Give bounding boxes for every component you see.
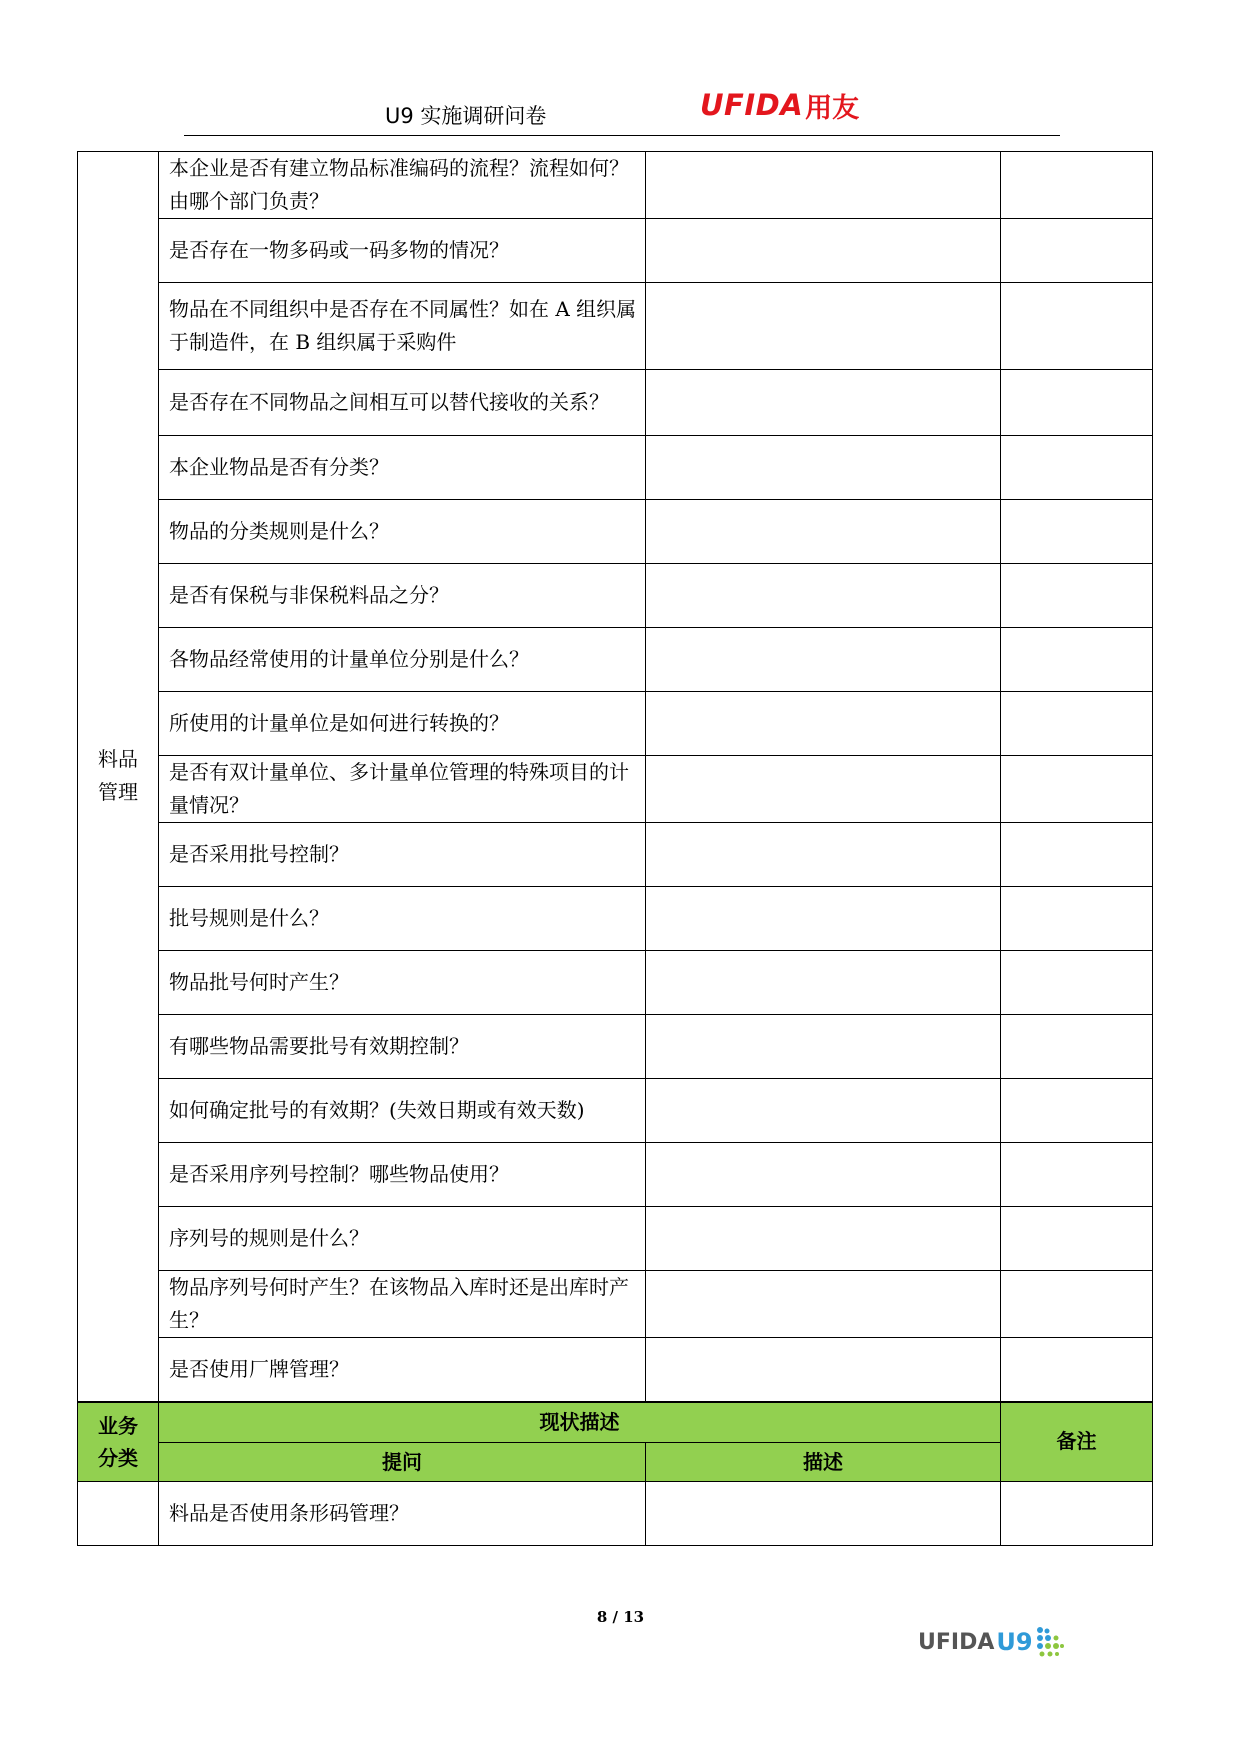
description-cell[interactable]	[646, 1271, 1001, 1338]
category-label-line2: 管理	[98, 780, 138, 805]
description-cell[interactable]	[646, 887, 1001, 951]
remark-cell[interactable]	[1001, 951, 1153, 1015]
table-row	[78, 370, 1153, 436]
question-cell: 是否存在一物多码或一码多物的情况？	[159, 219, 646, 283]
category-cell	[78, 1482, 159, 1546]
question-cell: 物品批号何时产生？	[159, 951, 646, 1015]
description-cell[interactable]	[646, 152, 1001, 219]
table-row	[78, 1015, 1153, 1079]
remark-cell[interactable]	[1001, 370, 1153, 436]
table-header-row	[78, 1402, 1153, 1443]
question-cell: 物品在不同组织中是否存在不同属性？如在 A 组织属于制造件，在 B 组织属于采购件	[159, 283, 646, 370]
question-cell: 是否有双计量单位、多计量单位管理的特殊项目的计量情况？	[159, 756, 646, 823]
remark-cell[interactable]	[1001, 1079, 1153, 1143]
remark-cell[interactable]	[1001, 1143, 1153, 1207]
question-cell: 如何确定批号的有效期？(失效日期或有效天数)	[159, 1079, 646, 1143]
logo-brand-text: UFIDA	[700, 88, 804, 122]
description-cell[interactable]	[646, 1482, 1001, 1546]
category-cell	[78, 152, 159, 1402]
description-cell[interactable]	[646, 1015, 1001, 1079]
header-question: 提问	[159, 1443, 646, 1482]
description-cell[interactable]	[646, 823, 1001, 887]
remark-cell[interactable]	[1001, 283, 1153, 370]
description-cell[interactable]	[646, 756, 1001, 823]
table-header-row	[78, 1443, 1153, 1482]
question-cell: 是否存在不同物品之间相互可以替代接收的关系？	[159, 370, 646, 436]
remark-cell[interactable]	[1001, 628, 1153, 692]
remark-cell[interactable]	[1001, 500, 1153, 564]
survey-table	[77, 151, 1153, 1546]
footer-logo-brand: UFIDA	[918, 1629, 995, 1655]
footer-logo-product: U9	[996, 1628, 1033, 1656]
table-row	[78, 1271, 1153, 1338]
document-title: U9 实施调研问卷	[385, 104, 547, 128]
header-description: 描述	[646, 1443, 1001, 1482]
description-cell[interactable]	[646, 692, 1001, 756]
remark-cell[interactable]	[1001, 756, 1153, 823]
description-cell[interactable]	[646, 564, 1001, 628]
header-remark: 备注	[1001, 1402, 1153, 1482]
question-cell: 所使用的计量单位是如何进行转换的？	[159, 692, 646, 756]
question-cell: 是否采用批号控制？	[159, 823, 646, 887]
table-row	[78, 1482, 1153, 1546]
dots-icon	[1035, 1625, 1065, 1659]
table-row	[78, 628, 1153, 692]
description-cell[interactable]	[646, 628, 1001, 692]
description-cell[interactable]	[646, 1143, 1001, 1207]
header-category	[78, 1402, 159, 1482]
table-row	[78, 1207, 1153, 1271]
table-row	[78, 219, 1153, 283]
table-row	[78, 1338, 1153, 1402]
remark-cell[interactable]	[1001, 152, 1153, 219]
remark-cell[interactable]	[1001, 1271, 1153, 1338]
header-category-line2: 分类	[98, 1445, 138, 1470]
description-cell[interactable]	[646, 1079, 1001, 1143]
remark-cell[interactable]	[1001, 564, 1153, 628]
description-cell[interactable]	[646, 500, 1001, 564]
question-cell: 是否使用厂牌管理？	[159, 1338, 646, 1402]
description-cell[interactable]	[646, 951, 1001, 1015]
header-divider	[184, 135, 1060, 136]
table-row	[78, 152, 1153, 219]
table-row	[78, 823, 1153, 887]
remark-cell[interactable]	[1001, 887, 1153, 951]
question-cell: 有哪些物品需要批号有效期控制？	[159, 1015, 646, 1079]
table-row	[78, 887, 1153, 951]
ufida-logo	[700, 88, 859, 122]
question-cell: 是否有保税与非保税料品之分？	[159, 564, 646, 628]
question-cell: 是否采用序列号控制？哪些物品使用？	[159, 1143, 646, 1207]
table-row	[78, 951, 1153, 1015]
description-cell[interactable]	[646, 283, 1001, 370]
table-row	[78, 1143, 1153, 1207]
logo-cn-text: 用友	[805, 92, 860, 124]
description-cell[interactable]	[646, 219, 1001, 283]
remark-cell[interactable]	[1001, 1338, 1153, 1402]
question-cell: 各物品经常使用的计量单位分别是什么？	[159, 628, 646, 692]
remark-cell[interactable]	[1001, 823, 1153, 887]
question-cell: 批号规则是什么？	[159, 887, 646, 951]
description-cell[interactable]	[646, 436, 1001, 500]
remark-cell[interactable]	[1001, 219, 1153, 283]
question-cell: 物品的分类规则是什么？	[159, 500, 646, 564]
category-label-line1: 料品	[98, 747, 138, 772]
ufida-u9-logo	[918, 1625, 1065, 1659]
remark-cell[interactable]	[1001, 1482, 1153, 1546]
header-status: 现状描述	[159, 1402, 1001, 1443]
question-cell: 物品序列号何时产生？在该物品入库时还是出库时产生？	[159, 1271, 646, 1338]
question-cell: 料品是否使用条形码管理？	[159, 1482, 646, 1546]
table-row	[78, 564, 1153, 628]
description-cell[interactable]	[646, 370, 1001, 436]
table-row	[78, 283, 1153, 370]
page-number: 8 / 13	[596, 1608, 645, 1626]
table-row	[78, 756, 1153, 823]
remark-cell[interactable]	[1001, 1015, 1153, 1079]
table-row	[78, 692, 1153, 756]
question-cell: 本企业是否有建立物品标准编码的流程？流程如何？由哪个部门负责？	[159, 152, 646, 219]
remark-cell[interactable]	[1001, 1207, 1153, 1271]
table-row	[78, 500, 1153, 564]
header-category-line1: 业务	[98, 1413, 138, 1438]
question-cell: 本企业物品是否有分类？	[159, 436, 646, 500]
description-cell[interactable]	[646, 1338, 1001, 1402]
question-cell: 序列号的规则是什么？	[159, 1207, 646, 1271]
description-cell[interactable]	[646, 1207, 1001, 1271]
remark-cell[interactable]	[1001, 436, 1153, 500]
table-row	[78, 436, 1153, 500]
table-row	[78, 1079, 1153, 1143]
remark-cell[interactable]	[1001, 692, 1153, 756]
